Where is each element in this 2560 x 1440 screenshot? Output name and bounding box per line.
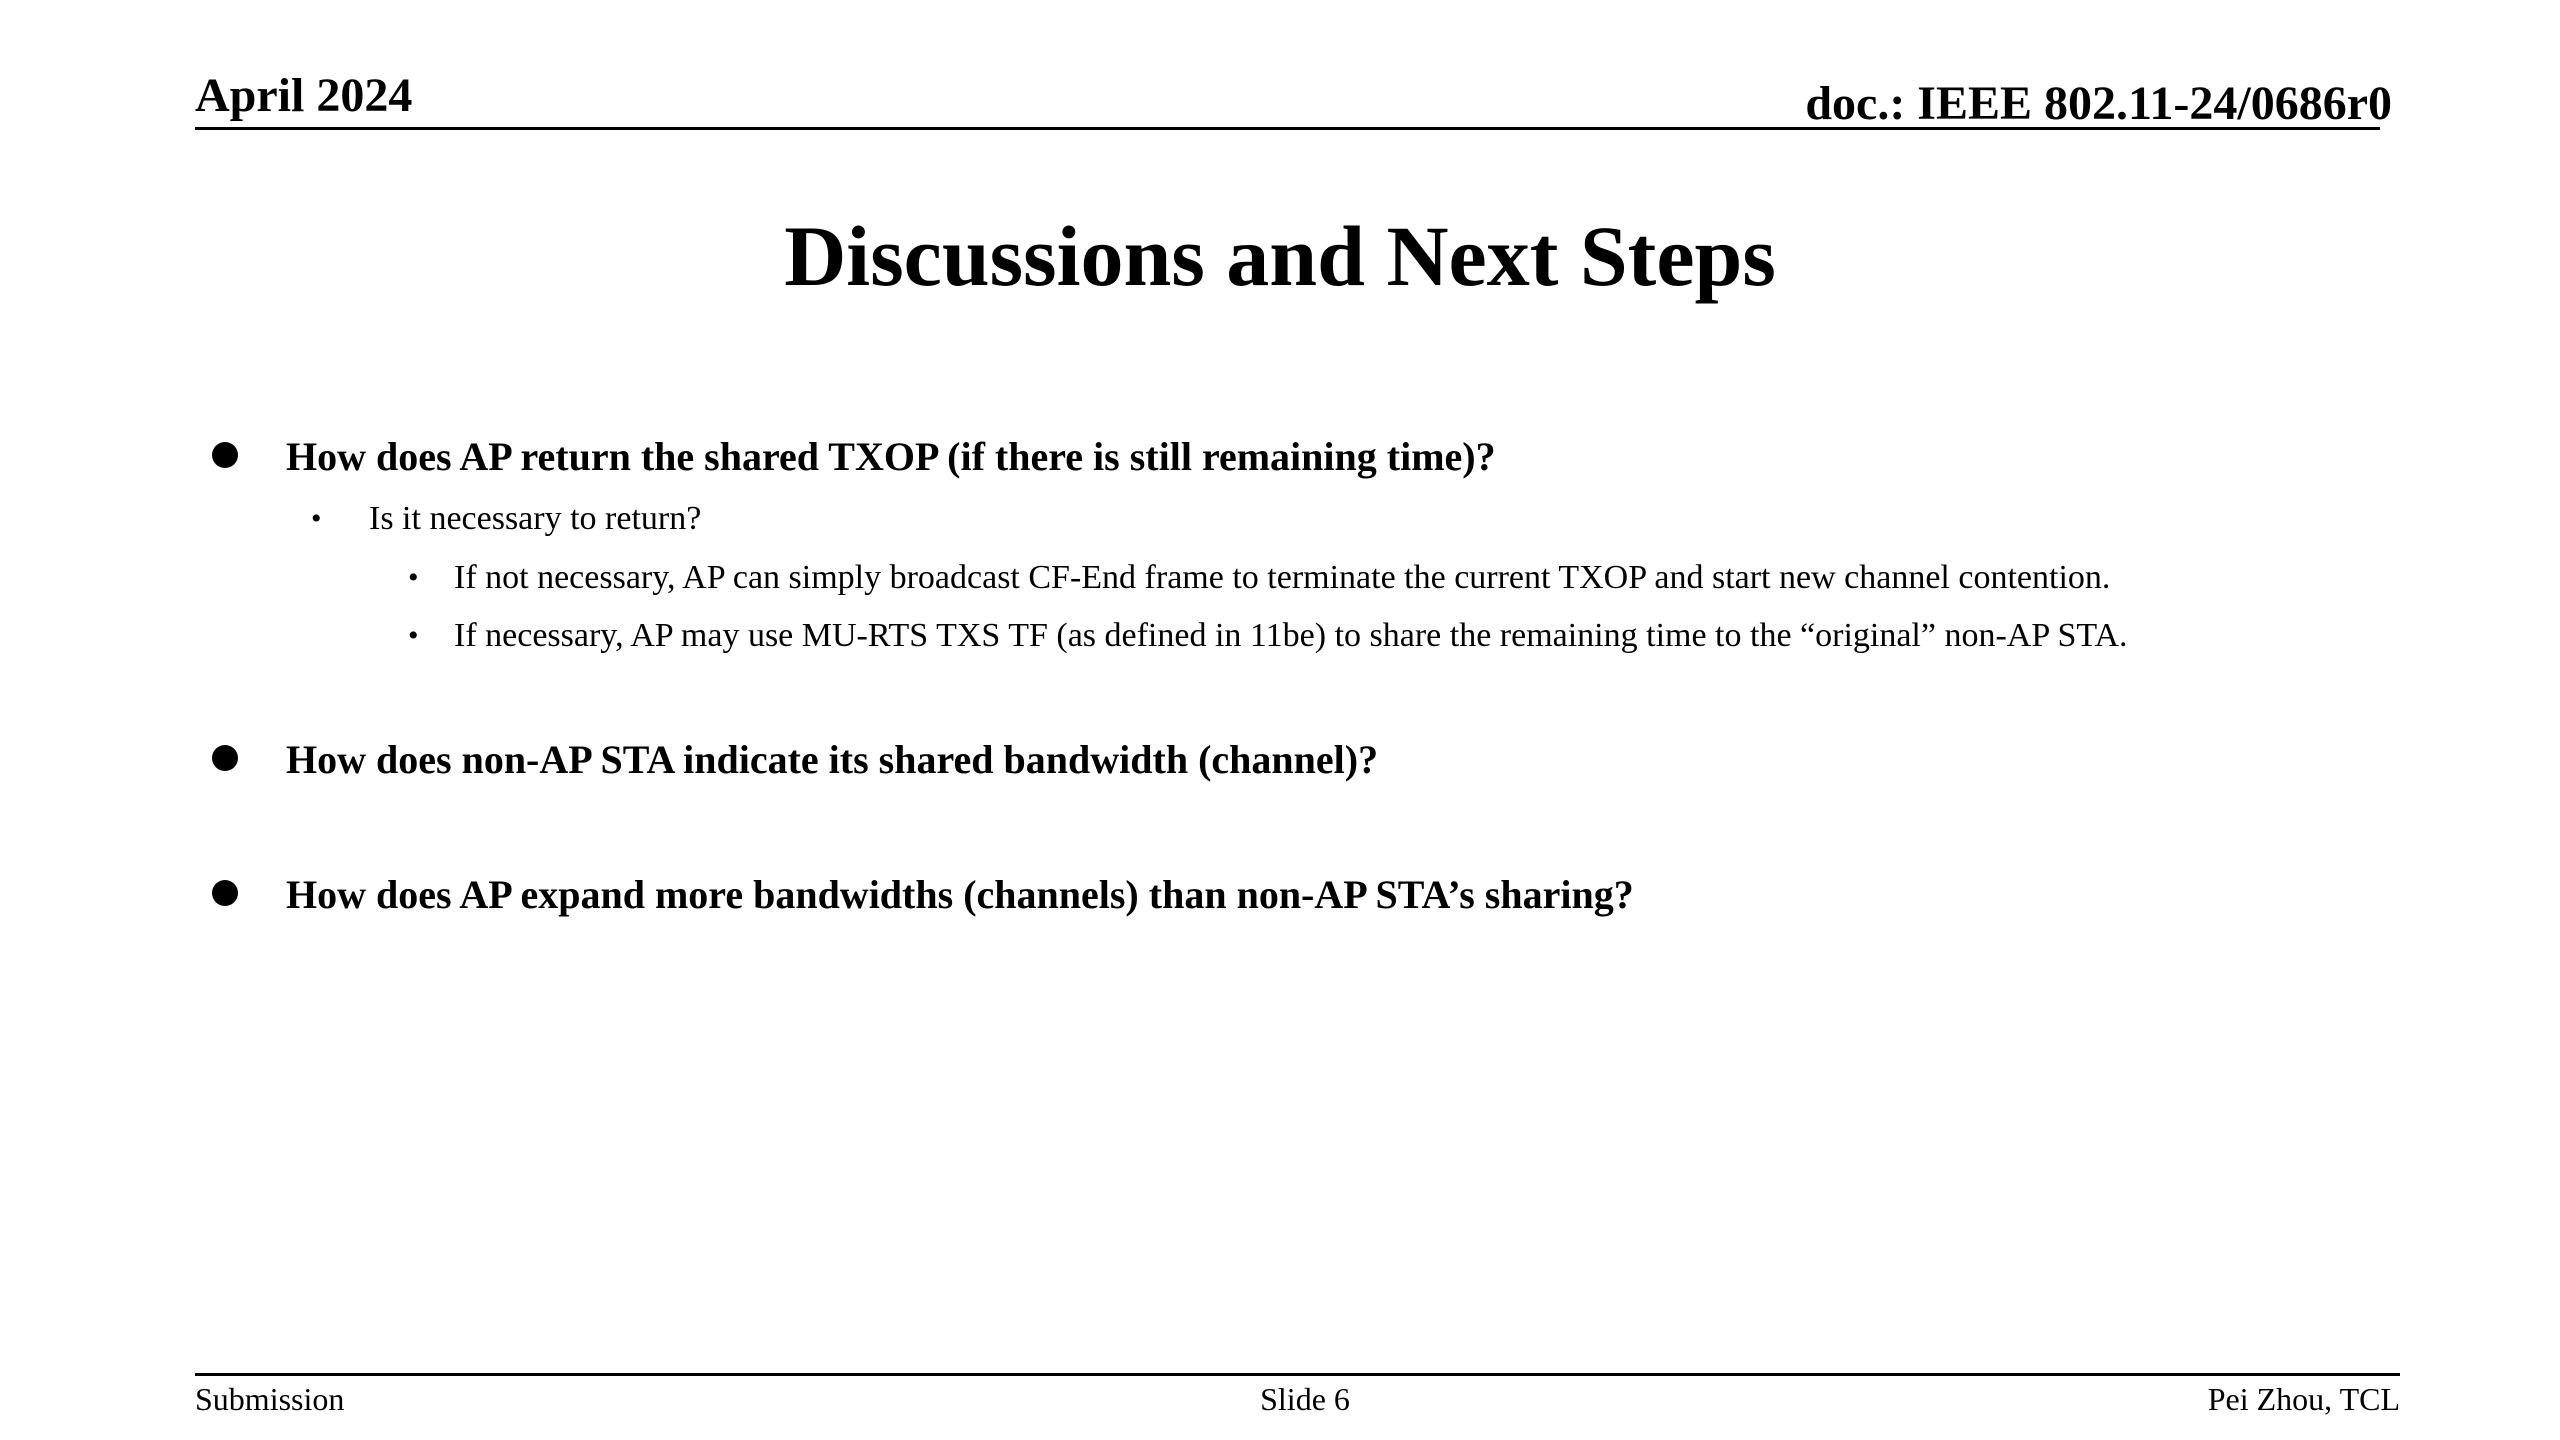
header-rule [195,127,2380,130]
sub-bullet-dot-icon: • [311,502,322,535]
bullet-text: How does non-AP STA indicate its shared bandwidth (channel)? [286,737,1379,782]
bullet-dot-icon [212,745,238,771]
bullet-text: How does AP expand more bandwidths (channels) than non-AP STA’s sharing? [286,872,1634,917]
slide-title: Discussions and Next Steps [784,208,1776,304]
sub-sub-bullet-text: If not necessary, AP can simply broadcast CF-End frame to terminate the current TXOP and start new channel contention. [454,559,2111,596]
sub-sub-bullet-dot-icon: • [408,561,419,594]
sub-sub-bullet-text: If necessary, AP may use MU-RTS TXS TF (as defined in 11be) to share the remaining time to the “original” non-AP STA. [454,617,2128,654]
bullet-text: How does AP return the shared TXOP (if there is still remaining time)? [286,434,1496,479]
footer-slide-number: Slide 6 [1260,1381,1350,1417]
footer-rule [195,1373,2400,1376]
sub-sub-bullet-dot-icon: • [408,619,419,652]
header-doc-id: doc.: IEEE 802.11-24/0686r0 [1805,77,2392,130]
footer-author: Pei Zhou, TCL [2207,1381,2400,1417]
bullet-dot-icon [212,880,238,906]
header-date: April 2024 [195,69,413,122]
bullet-dot-icon [212,442,238,468]
footer-submission: Submission [195,1381,345,1417]
sub-bullet-text: Is it necessary to return? [369,500,702,537]
